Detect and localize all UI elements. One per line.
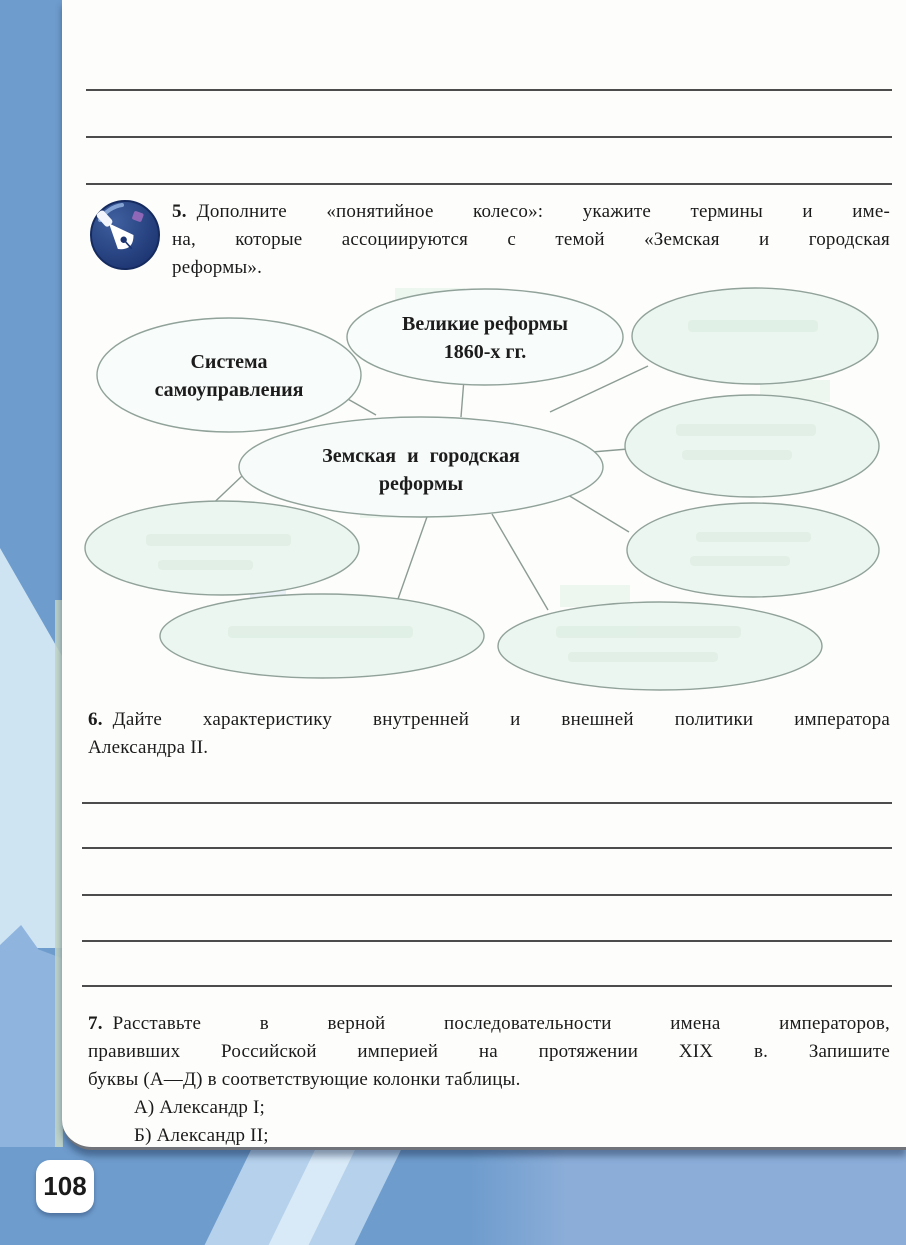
ellipse-blank-bottom-right[interactable] (498, 602, 822, 690)
pen-nib-icon (88, 198, 162, 272)
task5-number: 5. (172, 201, 187, 222)
task7-item-b: Б) Александр II; (134, 1125, 269, 1146)
writing-line[interactable] (82, 985, 892, 987)
writing-line[interactable] (82, 940, 892, 942)
task5-line1: Дополните «понятийное колесо»: укажите термины и име- (196, 201, 890, 222)
task6-line2: Александра II. (88, 737, 209, 758)
task5-line2: на, которые ассоциируются с темой «Земская и городская (172, 229, 890, 250)
writing-line[interactable] (86, 183, 892, 185)
ellipse-great-reforms (347, 289, 623, 385)
writing-line[interactable] (82, 847, 892, 849)
label-system-line2: самоуправления (154, 379, 304, 401)
task5-text (172, 198, 890, 282)
label-reforms-line2: 1860-х гг. (443, 341, 527, 363)
ellipse-blank-left-lower[interactable] (85, 501, 359, 595)
writing-line[interactable] (82, 802, 892, 804)
cover-mid-blue-patch (0, 925, 62, 1147)
label-center-line2: реформы (378, 473, 464, 495)
task7-number: 7. (88, 1013, 103, 1034)
ellipse-system (97, 318, 361, 432)
concept-wheel-diagram (62, 280, 906, 710)
ellipse-blank-right-middle[interactable] (625, 395, 879, 497)
paper-sheet (62, 0, 906, 1150)
writing-line[interactable] (82, 894, 892, 896)
ellipse-center-theme (239, 417, 603, 517)
label-reforms-line1: Великие реформы (401, 313, 569, 335)
task6-text (88, 706, 890, 762)
task7-line3: буквы (А—Д) в соответствующие колонки таблицы. (88, 1069, 521, 1090)
task6-number: 6. (88, 709, 103, 730)
writing-line[interactable] (86, 136, 892, 138)
label-center-line1: Земская и городская (322, 445, 520, 467)
task7-line1: Расставьте в верной последовательности имена императоров, (112, 1013, 890, 1034)
cover-light-blue-patch (0, 548, 62, 948)
page-number-badge (36, 1160, 94, 1213)
task7-line2: правивших Российской империей на протяжении XIX в. Запишите (88, 1041, 890, 1062)
cover-bottom-right-patch (470, 1147, 906, 1245)
page-number: 108 (43, 1171, 87, 1201)
writing-line[interactable] (86, 89, 892, 91)
ellipse-blank-right-lower[interactable] (627, 503, 879, 597)
task5-line3: реформы». (172, 257, 263, 278)
label-system-line1: Система (190, 351, 268, 373)
task7-item-a: А) Александр I; (134, 1097, 265, 1118)
task7-text (88, 1010, 890, 1150)
ellipse-blank-top-right[interactable] (632, 288, 878, 384)
task6-line1: Дайте характеристику внутренней и внешней политики императора (112, 709, 890, 730)
